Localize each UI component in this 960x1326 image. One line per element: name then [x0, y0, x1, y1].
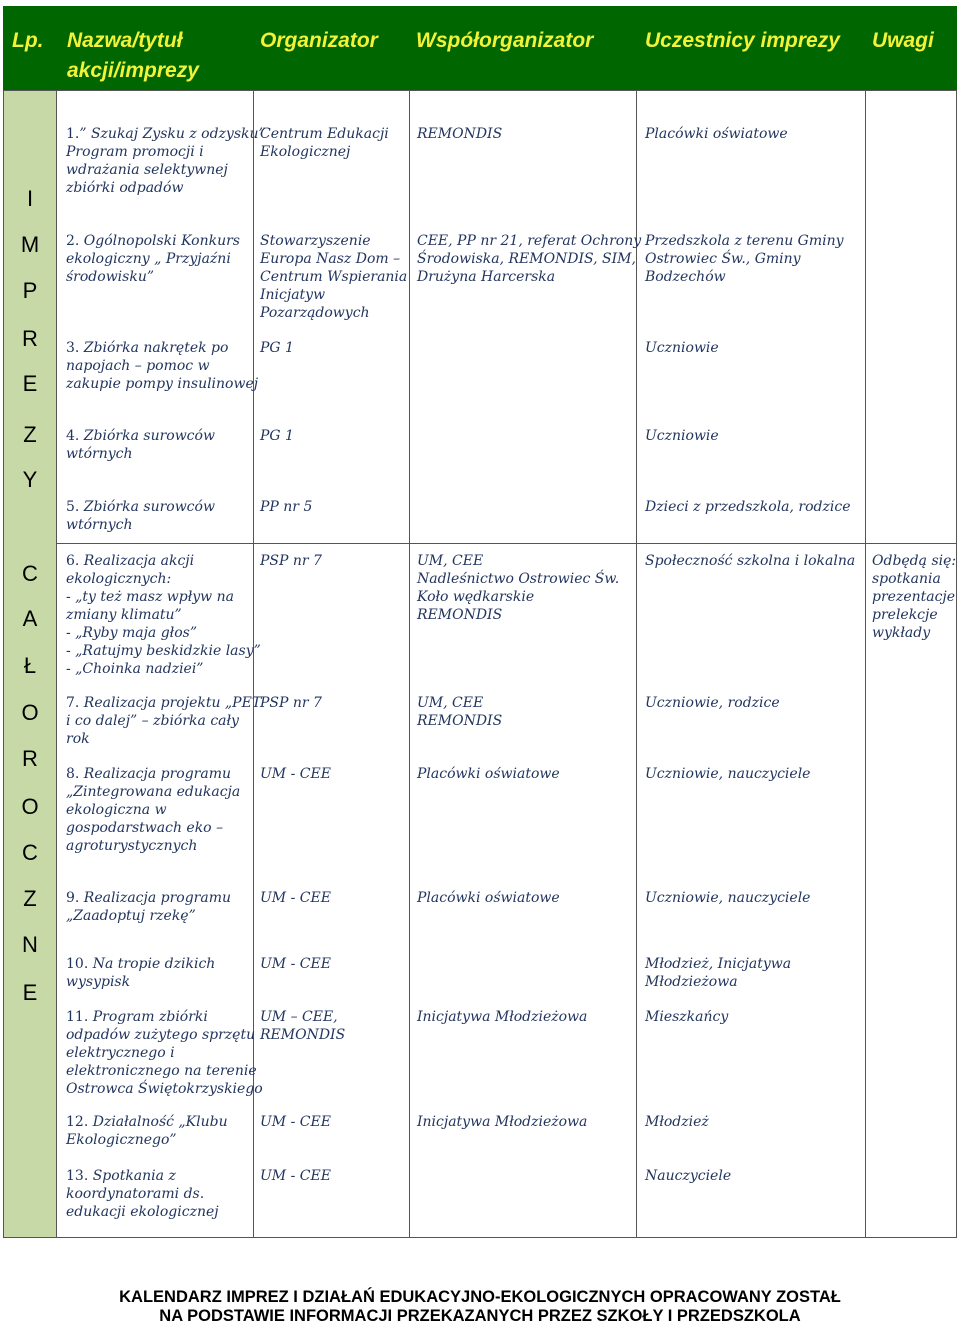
cell-name: Ekologicznego” — [66, 1132, 177, 1148]
cell-org: PSP nr 7 — [260, 695, 322, 711]
cell-name — [66, 765, 231, 783]
cell-org: PP nr 5 — [260, 499, 313, 515]
cell-org: UM - CEE — [260, 1168, 331, 1184]
row-number: 9. — [66, 890, 80, 906]
row-number: 7. — [66, 695, 80, 711]
cell-org: Centrum Edukacji — [260, 126, 389, 142]
cell-text: Program zbiórki — [88, 1009, 208, 1025]
cell-name: - „ty też masz wpływ na — [66, 589, 234, 605]
cell-name — [66, 1167, 176, 1185]
cell-co: REMONDIS — [417, 713, 503, 729]
cell-part: Młodzież, Inicjatywa — [645, 956, 792, 972]
cell-name: wtórnych — [66, 446, 133, 462]
category-letter: I — [26, 186, 34, 211]
cell-org: Pozarządowych — [260, 305, 370, 321]
category-letter: O — [21, 794, 39, 819]
cell-co: CEE, PP nr 21, referat Ochrony — [417, 233, 642, 249]
category-letter: Ł — [23, 653, 37, 678]
cell-org: PSP nr 7 — [260, 553, 322, 569]
cell-name — [66, 955, 215, 973]
footer-line-2: NA PODSTAWIE INFORMACJI PRZEKAZANYCH PRZEZ SZKOŁY I PRZEDSZKOLA — [159, 1307, 801, 1325]
cell-part: Nauczyciele — [645, 1168, 732, 1184]
category-letter: O — [21, 700, 39, 725]
cell-name: gospodarstwach eko – — [66, 820, 224, 836]
cell-name — [66, 427, 215, 445]
cell-org: Centrum Wspierania — [260, 269, 408, 285]
cell-co: Inicjatywa Młodzieżowa — [417, 1009, 588, 1025]
cell-name: wdrażania selektywnej — [66, 162, 228, 178]
cell-name — [66, 694, 261, 712]
cell-name: zakupie pompy insulinowej — [66, 376, 259, 392]
header-uczestnicy: Uczestnicy imprezy — [645, 29, 840, 52]
row-number: 1. — [66, 126, 80, 142]
cell-name: rok — [66, 731, 90, 747]
category-letter: E — [22, 371, 38, 396]
header-uwagi: Uwagi — [872, 29, 934, 52]
cell-name — [66, 1113, 228, 1131]
category-letter: P — [22, 278, 38, 303]
category-letter: C — [22, 840, 38, 865]
cell-name: edukacji ekologicznej — [66, 1204, 219, 1220]
cell-co: Placówki oświatowe — [417, 890, 560, 906]
cell-text: Realizacja akcji — [79, 553, 195, 569]
row-number: 4. — [66, 428, 80, 444]
category-letter: Z — [23, 886, 37, 911]
cell-part: Placówki oświatowe — [645, 126, 788, 142]
cell-name: „Zintegrowana edukacja — [66, 784, 241, 800]
category-letter: Z — [23, 422, 37, 447]
cell-co: Koło wędkarskie — [417, 589, 535, 605]
cell-name: ekologicznych: — [66, 571, 172, 587]
cell-text: Działalność „Klubu — [88, 1114, 228, 1130]
column-divider — [865, 90, 866, 1238]
cell-part: Dzieci z przedszkola, rodzice — [645, 499, 851, 515]
cell-part: Bodzechów — [645, 269, 726, 285]
category-letter: M — [20, 232, 40, 257]
cell-org: Ekologicznej — [260, 144, 351, 160]
cell-co: UM, CEE — [417, 695, 484, 711]
header-lp: Lp. — [12, 29, 44, 52]
cell-org: UM – CEE, — [260, 1009, 338, 1025]
cell-name: środowisku” — [66, 269, 154, 285]
cell-name: ekologiczny „ Przyjaźni — [66, 251, 231, 267]
cell-co: Nadleśnictwo Ostrowiec Św. — [417, 571, 620, 587]
cell-text: Spotkania z — [88, 1168, 176, 1184]
cell-name — [66, 552, 194, 570]
cell-part: Młodzież — [645, 1114, 709, 1130]
row-number: 3. — [66, 340, 80, 356]
cell-name: napojach – pomoc w — [66, 358, 210, 374]
cell-text: Realizacja projektu „PET — [79, 695, 262, 711]
cell-name: Program promocji i — [66, 144, 204, 160]
cell-org: Inicjatyw — [260, 287, 326, 303]
row-number: 12. — [66, 1114, 89, 1130]
cell-text: Zbiórka nakrętek po — [79, 340, 229, 356]
cell-part: Uczniowie — [645, 340, 719, 356]
row-number: 13. — [66, 1168, 89, 1184]
cell-notes: Odbędą się: — [872, 553, 957, 569]
cell-org: UM - CEE — [260, 1114, 331, 1130]
cell-name — [66, 498, 215, 516]
cell-text: Realizacja programu — [79, 890, 232, 906]
cell-part: Młodzieżowa — [645, 974, 738, 990]
cell-part: Uczniowie, nauczyciele — [645, 890, 811, 906]
cell-org: REMONDIS — [260, 1027, 346, 1043]
row-number: 6. — [66, 553, 80, 569]
cell-org: PG 1 — [260, 340, 294, 356]
row-number: 5. — [66, 499, 80, 515]
category-letter: Y — [22, 467, 38, 492]
cell-text: Zbiórka surowców — [79, 499, 215, 515]
cell-part: Uczniowie, nauczyciele — [645, 766, 811, 782]
cell-text: Ogólnopolski Konkurs — [79, 233, 240, 249]
cell-part: Społeczność szkolna i lokalna — [645, 553, 856, 569]
cell-name: koordynatorami ds. — [66, 1186, 205, 1202]
cell-org: PG 1 — [260, 428, 294, 444]
cell-name: i co dalej” – zbiórka cały — [66, 713, 239, 729]
cell-part: Uczniowie — [645, 428, 719, 444]
header-nazwa: Nazwa/tytuł — [67, 29, 183, 52]
cell-co: REMONDIS — [417, 607, 503, 623]
cell-name: elektrycznego i — [66, 1045, 175, 1061]
cell-text: Zbiórka surowców — [79, 428, 215, 444]
cell-co: Placówki oświatowe — [417, 766, 560, 782]
cell-name — [66, 339, 228, 357]
cell-name — [66, 232, 240, 250]
category-letter: N — [22, 932, 38, 957]
header-nazwa-2: akcji/imprezy — [67, 59, 199, 82]
cell-name: odpadów zużytego sprzętu — [66, 1027, 256, 1043]
category-letter: A — [22, 606, 38, 631]
cell-name — [66, 1008, 208, 1026]
cell-org: UM - CEE — [260, 956, 331, 972]
cell-name: zbiórki odpadów — [66, 180, 184, 196]
cell-part: Mieszkańcy — [645, 1009, 729, 1025]
cell-name: wtórnych — [66, 517, 133, 533]
column-divider — [409, 90, 410, 1238]
cell-text: ” Szukaj Zysku z odzysku” — [79, 126, 266, 142]
cell-name: - „Ryby maja głos” — [66, 625, 197, 641]
row-number: 11. — [66, 1009, 89, 1025]
cell-notes: wykłady — [872, 625, 931, 641]
cell-notes: spotkania — [872, 571, 941, 587]
cell-part: Ostrowiec Św., Gminy — [645, 251, 801, 267]
cell-name: zmiany klimatu” — [66, 607, 182, 623]
cell-notes: prelekcje — [872, 607, 938, 623]
header-organizator: Organizator — [260, 29, 378, 52]
cell-name: wysypisk — [66, 974, 131, 990]
cell-co: UM, CEE — [417, 553, 484, 569]
cell-part: Przedszkola z terenu Gminy — [645, 233, 844, 249]
cell-org: UM - CEE — [260, 766, 331, 782]
category-letter: E — [22, 980, 38, 1005]
cell-name: - „Choinka nadziei” — [66, 661, 204, 677]
row-number: 2. — [66, 233, 80, 249]
cell-text: Realizacja programu — [79, 766, 232, 782]
cell-co: Drużyna Harcerska — [417, 269, 556, 285]
category-letter: R — [22, 326, 38, 351]
cell-name: agroturystycznych — [66, 838, 198, 854]
category-letter: R — [22, 746, 38, 771]
cell-org: Stowarzyszenie — [260, 233, 371, 249]
section-divider — [57, 543, 957, 544]
cell-org: Europa Nasz Dom – — [260, 251, 401, 267]
row-number: 10. — [66, 956, 89, 972]
cell-name: Ostrowca Świętokrzyskiego — [66, 1081, 263, 1097]
cell-name — [66, 889, 231, 907]
cell-name — [66, 125, 266, 143]
cell-co: REMONDIS — [417, 126, 503, 142]
category-letter: C — [22, 561, 38, 586]
cell-org: UM - CEE — [260, 890, 331, 906]
cell-text: Na tropie dzikich — [88, 956, 216, 972]
cell-name: - „Ratujmy beskidzkie lasy” — [66, 643, 261, 659]
cell-co: Inicjatywa Młodzieżowa — [417, 1114, 588, 1130]
header-wspolorganizator: Współorganizator — [416, 29, 594, 52]
cell-co: Środowiska, REMONDIS, SIM, — [417, 251, 636, 267]
cell-name: ekologiczna w — [66, 802, 167, 818]
cell-part: Uczniowie, rodzice — [645, 695, 780, 711]
column-divider — [636, 90, 637, 1238]
cell-notes: prezentacje — [872, 589, 956, 605]
row-number: 8. — [66, 766, 80, 782]
cell-name: „Zaadoptuj rzekę” — [66, 908, 196, 924]
cell-name: elektronicznego na terenie — [66, 1063, 257, 1079]
footer-line-1: KALENDARZ IMPREZ I DZIAŁAŃ EDUKACYJNO-EKOLOGICZNYCH OPRACOWANY ZOSTAŁ — [119, 1288, 841, 1306]
